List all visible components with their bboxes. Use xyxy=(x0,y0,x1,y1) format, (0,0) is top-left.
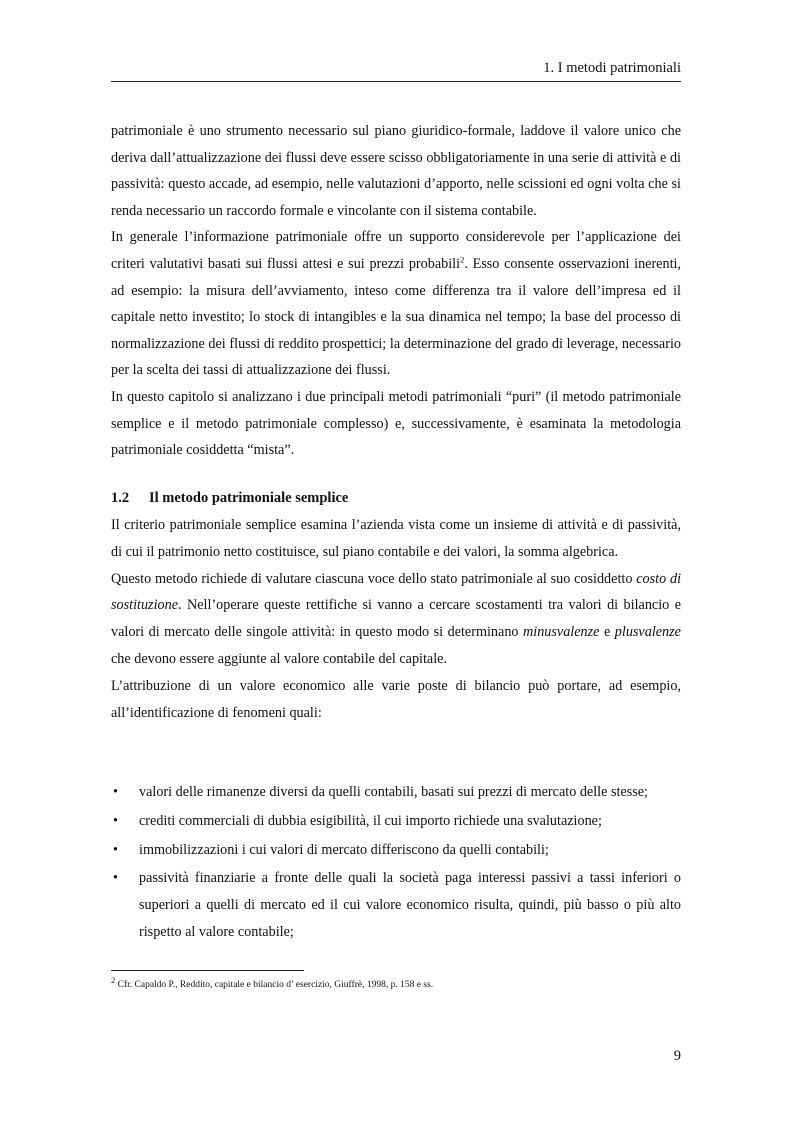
paragraph: patrimoniale è uno strumento necessario sul piano giuridico-formale, laddove il valore unico che deriva dall’attualizzazione dei flussi deve essere scisso obbligatoriamente in una serie di attività e di passività: questo accade, ad esempio, nelle valutazioni d’apporto, nelle scissioni ed ogni volta che si renda necessario un raccordo formale e vincolante con il sistema contabile. xyxy=(111,123,681,219)
paragraph-text: . Esso consente osservazioni inerenti, ad esempio: la misura dell’avviamento, inteso come differenza tra il valore dell’impresa ed il capitale netto investito; lo stock di intangibles e la sua dinamica nel tempo; la base del processo di normalizzazione dei flussi di reddito prospettici; la determinazione del grado di leverage, necessario per la scelta dei tassi di attualizzazione dei flussi. xyxy=(111,255,682,379)
italic-term: plusvalenze xyxy=(614,624,681,641)
running-header: 1. I metodi patrimoniali xyxy=(543,60,681,76)
bullet-icon: • xyxy=(113,870,118,887)
page-number: 9 xyxy=(673,1048,681,1064)
paragraph xyxy=(111,224,681,384)
section-heading xyxy=(111,486,348,510)
footnote xyxy=(111,975,681,991)
paragraph-text: In generale l’informazione patrimoniale offre un supporto considerevole per l’applicazione dei criteri valutativi basati sui flussi attesi e sui prezzi probabili xyxy=(111,229,681,272)
list-item xyxy=(111,779,681,806)
section-text xyxy=(111,512,681,726)
bullet-icon: • xyxy=(113,841,118,858)
paragraph-text: Questo metodo richiede di valutare ciascuna voce dello stato patrimoniale al suo cosiddetto xyxy=(111,570,637,587)
section-number: 1.2 xyxy=(111,490,130,506)
intro-text xyxy=(111,118,681,464)
list-item xyxy=(111,865,681,945)
paragraph: L’attribuzione di un valore economico alle varie poste di bilancio può portare, ad esempio, all’identificazione di fenomeni quali: xyxy=(111,677,681,721)
paragraph xyxy=(111,566,681,673)
list-item-text: crediti commerciali di dubbia esigibilità, il cui importo richiede una svalutazione; xyxy=(139,812,602,829)
footnote-text: Cfr. Capaldo P., Reddito, capitale e bilancio d’ esercizio, Giuffrè, 1998, p. 158 e ss. xyxy=(115,980,434,991)
footnote-reference[interactable]: 2 xyxy=(460,254,465,265)
list-item-text: immobilizzazioni i cui valori di mercato differiscono da quelli contabili; xyxy=(139,841,549,858)
paragraph-text: e xyxy=(599,624,615,641)
header-rule xyxy=(111,81,681,82)
paragraph-text: che devono essere aggiunte al valore contabile del capitale. xyxy=(111,650,448,667)
bullet-list xyxy=(111,779,681,948)
bullet-icon: • xyxy=(113,784,118,800)
paragraph-text: . Nell’operare queste rettifiche si vanno a cercare scostamenti tra valori di bilancio e valori di mercato delle singole attività: in questo modo si determinano xyxy=(111,597,681,641)
list-item-text: valori delle rimanenze diversi da quelli contabili, basati sui prezzi di mercato delle stesse; xyxy=(139,784,648,800)
list-item-text: passività finanziarie a fronte delle quali la società paga interessi passivi a tassi inferiori o superiori a quelli di mercato ed il cui valore economico risulta, quindi, più basso o più alto rispetto al valore contabile; xyxy=(139,870,681,940)
paragraph: Il criterio patrimoniale semplice esamina l’azienda vista come un insieme di attività e di passività, di cui il patrimonio netto costituisce, sul piano contabile e dei valori, la somma algebrica. xyxy=(111,517,681,560)
italic-term: minusvalenze xyxy=(523,624,600,641)
footnote-mark: 2 xyxy=(111,975,116,985)
italic-term: costo di sostituzione xyxy=(111,570,682,614)
footnote-rule xyxy=(111,970,304,971)
list-item xyxy=(111,808,681,835)
paragraph: In questo capitolo si analizzano i due principali metodi patrimoniali “puri” (il metodo patrimoniale semplice e il metodo patrimoniale complesso) e, successivamente, è esaminata la metodologia patrimoniale cosiddetta “mista”. xyxy=(111,388,681,459)
list-item xyxy=(111,837,681,864)
bullet-icon: • xyxy=(113,812,118,829)
section-title: Il metodo patrimoniale semplice xyxy=(149,490,349,506)
